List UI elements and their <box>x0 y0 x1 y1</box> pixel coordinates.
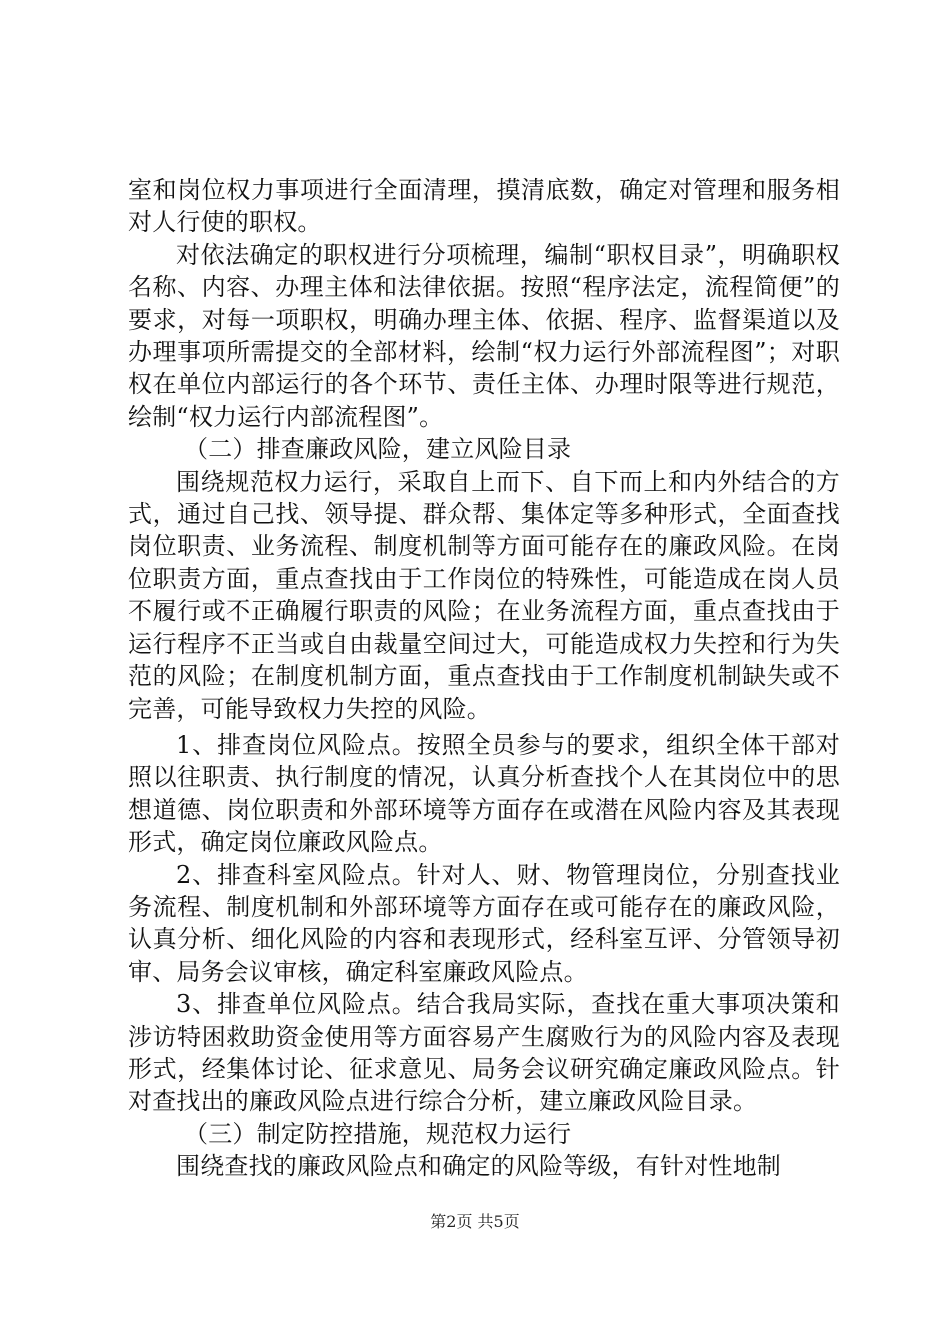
paragraph-control-measures: 围绕查找的廉政风险点和确定的风险等级，有针对性地制 <box>176 1152 781 1181</box>
section-heading-2: （二）排查廉政风险，建立风险目录 <box>184 435 572 464</box>
paragraph-risk-investigation: 围绕规范权力运行，采取自上而下、自下而上和内外结合的方式，通过自己找、领导提、群众帮、集体定等多种形式，全面查找岗位职责、业务流程、制度机制等方面可能存在的廉政风险。在岗位职责方面，重点查找由于工作岗位的特殊性，可能造成在岗人员不履行或不正确履行职责的风险；在业务流程方面，重点查找由于运行程序不正当或自由裁量空间过大，可能造成权力失控和行为失范的风险；在制度机制方面，重点查找由于工作制度机制缺失或不完善，可能导致权力失控的风险。 <box>128 467 840 723</box>
paragraph-function-catalog: 对依法确定的职权进行分项梳理，编制“职权目录”，明确职权名称、内容、办理主体和法律依据。按照“程序法定，流程简便”的要求，对每一项职权，明确办理主体、依据、程序、监督渠道以及办理事项所需提交的全部材料，绘制“权力运行外部流程图”；对职权在单位内部运行的各个环节、责任主体、办理时限等进行规范，绘制“权力运行内部流程图”。 <box>128 240 840 431</box>
paragraph-continuation: 室和岗位权力事项进行全面清理，摸清底数，确定对管理和服务相对人行使的职权。 <box>128 176 840 237</box>
page-number-footer: 第2页 共5页 <box>430 1212 520 1231</box>
document-body <box>128 174 840 1183</box>
paragraph-unit-risk: 3、排查单位风险点。结合我局实际，查找在重大事项决策和涉访特困救助资金使用等方面容易产生腐败行为的风险内容及表现形式，经集体讨论、征求意见、局务会议研究确定廉政风险点。针对查找出的廉政风险点进行综合分析，建立廉政风险目录。 <box>128 990 840 1116</box>
paragraph-post-risk: 1、排查岗位风险点。按照全员参与的要求，组织全体干部对照以往职责、执行制度的情况，认真分析查找个人在其岗位中的思想道德、岗位职责和外部环境等方面存在或潜在风险内容及其表现形式，确定岗位廉政风险点。 <box>128 730 840 857</box>
section-heading-3: （三）制定防控措施，规范权力运行 <box>184 1119 572 1148</box>
paragraph-department-risk: 2、排查科室风险点。针对人、财、物管理岗位，分别查找业务流程、制度机制和外部环境等方面存在或可能存在的廉政风险，认真分析、细化风险的内容和表现形式，经科室互评、分管领导初审、局务会议审核，确定科室廉政风险点。 <box>128 860 840 986</box>
